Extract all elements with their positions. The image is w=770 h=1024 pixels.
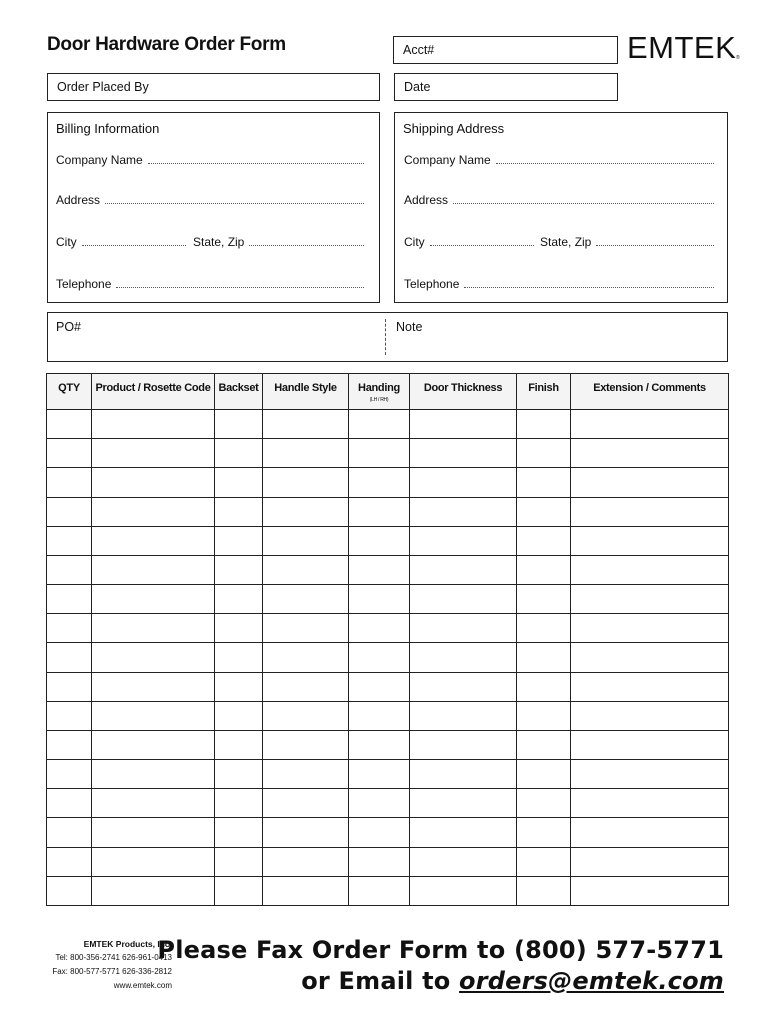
table-cell[interactable] bbox=[215, 760, 263, 789]
table-cell[interactable] bbox=[349, 439, 410, 468]
table-cell[interactable] bbox=[47, 760, 92, 789]
table-cell[interactable] bbox=[47, 876, 92, 905]
acct-label: Acct# bbox=[403, 43, 435, 57]
table-cell[interactable] bbox=[571, 526, 729, 555]
table-cell[interactable] bbox=[47, 614, 92, 643]
table-cell[interactable] bbox=[517, 497, 571, 526]
registered-mark: ® bbox=[736, 55, 740, 61]
table-cell[interactable] bbox=[410, 818, 517, 847]
order-placed-by-field[interactable] bbox=[47, 73, 380, 101]
table-cell[interactable] bbox=[215, 643, 263, 672]
header-handing-sub: (LH / RH) bbox=[369, 397, 389, 403]
header-product: Product / Rosette Code bbox=[92, 374, 215, 410]
table-cell[interactable] bbox=[571, 730, 729, 759]
table-cell[interactable] bbox=[92, 585, 215, 614]
table-cell[interactable] bbox=[215, 614, 263, 643]
table-header-row bbox=[47, 374, 729, 410]
table-cell[interactable] bbox=[571, 614, 729, 643]
footer-company-name: EMTEK Products, Inc. bbox=[83, 939, 172, 949]
table-cell[interactable] bbox=[215, 672, 263, 701]
table-cell[interactable] bbox=[263, 526, 349, 555]
table-cell[interactable] bbox=[571, 497, 729, 526]
table-cell[interactable] bbox=[571, 439, 729, 468]
note-field[interactable] bbox=[386, 313, 727, 361]
order-placed-by-label: Order Placed By bbox=[57, 80, 149, 94]
footer-company-info bbox=[52, 937, 172, 993]
table-cell[interactable] bbox=[517, 468, 571, 497]
table-cell[interactable] bbox=[349, 614, 410, 643]
billing-address-field[interactable] bbox=[56, 193, 364, 207]
shipping-company-field[interactable] bbox=[404, 153, 714, 167]
table-cell[interactable] bbox=[47, 643, 92, 672]
table-cell[interactable] bbox=[517, 730, 571, 759]
table-cell[interactable] bbox=[92, 760, 215, 789]
table-cell[interactable] bbox=[47, 818, 92, 847]
table-cell[interactable] bbox=[215, 526, 263, 555]
table-cell[interactable] bbox=[215, 818, 263, 847]
table-cell[interactable] bbox=[92, 789, 215, 818]
billing-telephone-field[interactable] bbox=[56, 277, 364, 291]
table-cell[interactable] bbox=[571, 643, 729, 672]
table-cell[interactable] bbox=[349, 410, 410, 439]
table-cell[interactable] bbox=[47, 526, 92, 555]
table-cell[interactable] bbox=[92, 643, 215, 672]
table-cell[interactable] bbox=[349, 876, 410, 905]
table-cell[interactable] bbox=[263, 818, 349, 847]
table-cell[interactable] bbox=[47, 585, 92, 614]
table-cell[interactable] bbox=[263, 789, 349, 818]
table-cell[interactable] bbox=[349, 526, 410, 555]
table-cell[interactable] bbox=[517, 847, 571, 876]
table-cell[interactable] bbox=[215, 497, 263, 526]
shipping-address-field[interactable] bbox=[404, 193, 714, 207]
email-link[interactable]: orders@emtek.com bbox=[459, 967, 724, 995]
table-row bbox=[47, 760, 729, 789]
table-cell[interactable] bbox=[47, 410, 92, 439]
table-cell[interactable] bbox=[215, 468, 263, 497]
table-cell[interactable] bbox=[410, 585, 517, 614]
table-cell[interactable] bbox=[410, 497, 517, 526]
table-cell[interactable] bbox=[410, 730, 517, 759]
table-row bbox=[47, 555, 729, 584]
table-cell[interactable] bbox=[517, 672, 571, 701]
billing-company-field[interactable] bbox=[56, 153, 364, 167]
table-cell[interactable] bbox=[571, 585, 729, 614]
table-cell[interactable] bbox=[349, 585, 410, 614]
table-cell[interactable] bbox=[263, 468, 349, 497]
table-cell[interactable] bbox=[410, 847, 517, 876]
table-cell[interactable] bbox=[47, 672, 92, 701]
table-cell[interactable] bbox=[215, 730, 263, 759]
table-cell[interactable] bbox=[92, 730, 215, 759]
table-cell[interactable] bbox=[517, 818, 571, 847]
table-cell[interactable] bbox=[215, 585, 263, 614]
shipping-telephone-field[interactable] bbox=[404, 277, 714, 291]
table-cell[interactable] bbox=[410, 614, 517, 643]
table-cell[interactable] bbox=[517, 585, 571, 614]
shipping-title: Shipping Address bbox=[403, 121, 505, 136]
table-cell[interactable] bbox=[571, 701, 729, 730]
table-cell[interactable] bbox=[263, 876, 349, 905]
table-cell[interactable] bbox=[517, 614, 571, 643]
fax-line: Please Fax Order Form to (800) 577-5771 bbox=[157, 936, 724, 964]
table-cell[interactable] bbox=[517, 555, 571, 584]
billing-telephone-label: Telephone bbox=[56, 277, 112, 291]
shipping-state-zip-label: State, Zip bbox=[540, 235, 592, 249]
table-cell[interactable] bbox=[349, 643, 410, 672]
table-cell[interactable] bbox=[215, 876, 263, 905]
table-cell[interactable] bbox=[571, 876, 729, 905]
table-cell[interactable] bbox=[215, 789, 263, 818]
table-cell[interactable] bbox=[263, 439, 349, 468]
shipping-telephone-label: Telephone bbox=[404, 277, 460, 291]
table-cell[interactable] bbox=[410, 555, 517, 584]
table-cell[interactable] bbox=[47, 439, 92, 468]
email-line bbox=[157, 966, 724, 997]
billing-company-label: Company Name bbox=[56, 153, 143, 167]
table-cell[interactable] bbox=[517, 760, 571, 789]
table-cell[interactable] bbox=[410, 760, 517, 789]
table-cell[interactable] bbox=[215, 701, 263, 730]
table-cell[interactable] bbox=[263, 643, 349, 672]
table-cell[interactable] bbox=[92, 497, 215, 526]
footer-fax: Fax: 800-577-5771 626-336-2812 bbox=[52, 967, 172, 976]
table-cell[interactable] bbox=[92, 555, 215, 584]
table-row bbox=[47, 410, 729, 439]
email-prefix: or Email to bbox=[301, 967, 460, 995]
table-cell[interactable] bbox=[349, 555, 410, 584]
table-row bbox=[47, 643, 729, 672]
header-qty: QTY bbox=[47, 374, 92, 410]
table-cell[interactable] bbox=[349, 672, 410, 701]
header-door-thickness: Door Thickness bbox=[410, 374, 517, 410]
billing-city-label: City bbox=[56, 235, 77, 249]
billing-state-zip-label: State, Zip bbox=[193, 235, 245, 249]
table-cell[interactable] bbox=[92, 468, 215, 497]
po-note-section bbox=[47, 312, 728, 362]
table-row bbox=[47, 876, 729, 905]
table-cell[interactable] bbox=[410, 701, 517, 730]
table-row bbox=[47, 789, 729, 818]
table-cell[interactable] bbox=[517, 526, 571, 555]
header-finish: Finish bbox=[517, 374, 571, 410]
table-cell[interactable] bbox=[410, 876, 517, 905]
table-cell[interactable] bbox=[349, 760, 410, 789]
table-cell[interactable] bbox=[263, 701, 349, 730]
table-cell[interactable] bbox=[349, 818, 410, 847]
table-cell[interactable] bbox=[215, 439, 263, 468]
table-row bbox=[47, 439, 729, 468]
table-row bbox=[47, 847, 729, 876]
table-row bbox=[47, 526, 729, 555]
table-cell[interactable] bbox=[517, 789, 571, 818]
table-cell[interactable] bbox=[517, 701, 571, 730]
table-cell[interactable] bbox=[410, 526, 517, 555]
po-field[interactable] bbox=[48, 313, 385, 361]
table-cell[interactable] bbox=[263, 730, 349, 759]
table-cell[interactable] bbox=[349, 468, 410, 497]
table-row bbox=[47, 818, 729, 847]
footer-web: www.emtek.com bbox=[113, 981, 172, 990]
table-cell[interactable] bbox=[47, 701, 92, 730]
table-cell[interactable] bbox=[92, 818, 215, 847]
shipping-city-label: City bbox=[404, 235, 425, 249]
table-cell[interactable] bbox=[517, 643, 571, 672]
table-cell[interactable] bbox=[349, 701, 410, 730]
table-cell[interactable] bbox=[410, 789, 517, 818]
note-label: Note bbox=[396, 320, 423, 334]
table-row bbox=[47, 614, 729, 643]
footer-tel: Tel: 800-356-2741 626-961-0413 bbox=[55, 953, 172, 962]
table-cell[interactable] bbox=[215, 847, 263, 876]
table-cell[interactable] bbox=[47, 789, 92, 818]
shipping-city-field[interactable] bbox=[404, 235, 534, 249]
table-cell[interactable] bbox=[92, 410, 215, 439]
header-handing-label: Handing bbox=[358, 382, 400, 394]
table-cell[interactable] bbox=[47, 730, 92, 759]
table-cell[interactable] bbox=[571, 555, 729, 584]
shipping-section bbox=[394, 112, 728, 303]
order-table bbox=[46, 373, 729, 906]
table-cell[interactable] bbox=[263, 497, 349, 526]
table-cell[interactable] bbox=[349, 497, 410, 526]
table-cell[interactable] bbox=[517, 410, 571, 439]
table-cell[interactable] bbox=[92, 439, 215, 468]
shipping-state-zip-field[interactable] bbox=[540, 235, 714, 249]
table-cell[interactable] bbox=[215, 555, 263, 584]
table-cell[interactable] bbox=[571, 672, 729, 701]
table-cell[interactable] bbox=[263, 847, 349, 876]
table-cell[interactable] bbox=[571, 818, 729, 847]
table-cell[interactable] bbox=[215, 410, 263, 439]
header-handle-style: Handle Style bbox=[263, 374, 349, 410]
table-cell[interactable] bbox=[92, 614, 215, 643]
table-cell[interactable] bbox=[571, 789, 729, 818]
header-backset: Backset bbox=[215, 374, 263, 410]
table-cell[interactable] bbox=[92, 876, 215, 905]
table-cell[interactable] bbox=[349, 730, 410, 759]
table-cell[interactable] bbox=[47, 847, 92, 876]
table-row bbox=[47, 497, 729, 526]
table-cell[interactable] bbox=[571, 760, 729, 789]
table-cell[interactable] bbox=[571, 410, 729, 439]
emtek-logo: EMTEK bbox=[627, 30, 737, 65]
header-extension-comments: Extension / Comments bbox=[571, 374, 729, 410]
shipping-address-label: Address bbox=[404, 193, 449, 207]
header-handing bbox=[349, 374, 410, 410]
table-cell[interactable] bbox=[263, 555, 349, 584]
table-row bbox=[47, 730, 729, 759]
form-title: Door Hardware Order Form bbox=[47, 34, 286, 55]
po-label: PO# bbox=[56, 320, 82, 334]
table-row bbox=[47, 672, 729, 701]
billing-state-zip-field[interactable] bbox=[193, 235, 364, 249]
table-cell[interactable] bbox=[349, 789, 410, 818]
table-cell[interactable] bbox=[92, 526, 215, 555]
shipping-company-label: Company Name bbox=[404, 153, 491, 167]
table-cell[interactable] bbox=[571, 847, 729, 876]
table-cell[interactable] bbox=[92, 701, 215, 730]
table-cell[interactable] bbox=[92, 847, 215, 876]
date-field[interactable] bbox=[394, 73, 618, 101]
billing-city-field[interactable] bbox=[56, 235, 186, 249]
table-cell[interactable] bbox=[263, 760, 349, 789]
table-row bbox=[47, 468, 729, 497]
table-cell[interactable] bbox=[263, 614, 349, 643]
table-cell[interactable] bbox=[263, 410, 349, 439]
table-cell[interactable] bbox=[47, 468, 92, 497]
table-cell[interactable] bbox=[571, 468, 729, 497]
fax-instructions bbox=[157, 935, 724, 997]
table-cell[interactable] bbox=[517, 439, 571, 468]
table-cell[interactable] bbox=[517, 876, 571, 905]
table-cell[interactable] bbox=[263, 672, 349, 701]
table-cell[interactable] bbox=[47, 497, 92, 526]
acct-field[interactable] bbox=[393, 36, 618, 64]
billing-address-label: Address bbox=[56, 193, 101, 207]
table-row bbox=[47, 701, 729, 730]
table-cell[interactable] bbox=[410, 439, 517, 468]
table-cell[interactable] bbox=[410, 410, 517, 439]
billing-section bbox=[47, 112, 380, 303]
table-cell[interactable] bbox=[47, 555, 92, 584]
table-cell[interactable] bbox=[410, 643, 517, 672]
table-cell[interactable] bbox=[263, 585, 349, 614]
billing-title: Billing Information bbox=[56, 121, 160, 136]
table-cell[interactable] bbox=[92, 672, 215, 701]
order-table-body bbox=[47, 410, 729, 906]
table-cell[interactable] bbox=[349, 847, 410, 876]
table-cell[interactable] bbox=[410, 672, 517, 701]
date-label: Date bbox=[404, 80, 431, 94]
table-row bbox=[47, 585, 729, 614]
table-cell[interactable] bbox=[410, 468, 517, 497]
